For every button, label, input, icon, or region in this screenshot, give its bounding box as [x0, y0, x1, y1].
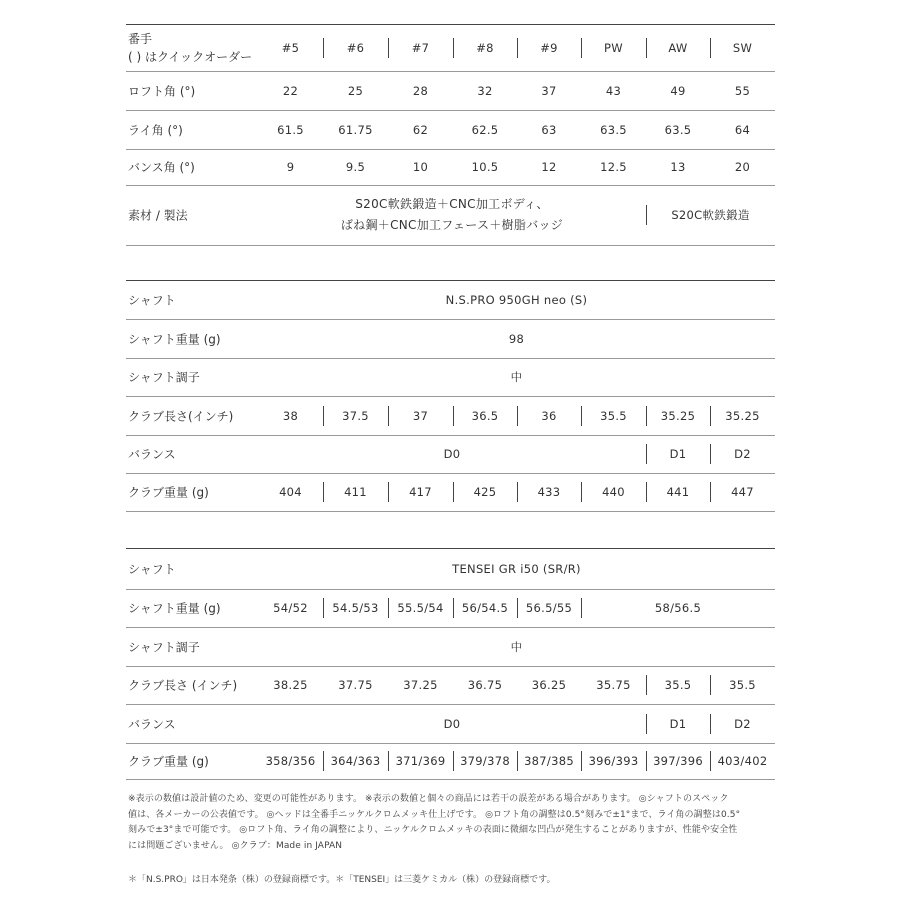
- shaft-flex-value: 中: [510, 370, 523, 384]
- cell: 37: [388, 396, 453, 435]
- cell: 64: [734, 122, 751, 137]
- shaft-weight-row: [126, 319, 775, 359]
- cell: 10.5: [471, 160, 499, 174]
- spec-table-tensei: [126, 548, 775, 779]
- header-label: 番手 ( ) はクイックオーダー: [128, 32, 253, 64]
- cell: 425: [453, 473, 517, 511]
- cell: 12.5: [600, 160, 627, 174]
- cell: 35.5: [710, 666, 775, 704]
- loft-label: ロフト角 (°): [128, 84, 196, 98]
- shaft-flex-label: シャフト調子: [128, 640, 200, 654]
- cell: 403/402: [710, 743, 775, 779]
- cell: 63.5: [664, 122, 692, 137]
- spec-notes: [128, 792, 778, 854]
- cell: 38: [282, 408, 299, 423]
- shaft-label: シャフト: [128, 562, 176, 577]
- cell: 9: [286, 160, 295, 174]
- cell: 36.5: [453, 396, 517, 435]
- col-9: #9: [517, 25, 581, 71]
- cell: 417: [388, 473, 453, 511]
- lie-row: [126, 110, 775, 150]
- cell: 387/385: [517, 743, 581, 779]
- cell: 32: [477, 83, 493, 98]
- weight-label: クラブ重量 (g): [128, 485, 209, 500]
- shaft-row: [126, 549, 775, 590]
- spec-table-head: [126, 24, 775, 245]
- cell: 35.75: [596, 678, 631, 692]
- cell: 63.5: [600, 122, 627, 137]
- cell: 54.5/53: [323, 589, 388, 627]
- cell: 20: [734, 160, 751, 174]
- material-main: S20C軟鉄鍛造＋CNC加工ボディ、 ばね鋼＋CNC加工フェース＋樹脂バッジ: [340, 197, 564, 232]
- length-label: クラブ長さ (インチ): [128, 678, 238, 693]
- cell: 411: [323, 473, 388, 511]
- shaft-row: [126, 281, 775, 320]
- material-row: [126, 185, 775, 246]
- cell: 440: [581, 473, 646, 511]
- cell: 25: [347, 83, 364, 98]
- shaft-weight-row: [126, 589, 775, 628]
- bounce-row: [126, 149, 775, 186]
- spec-table-ns-pro: [126, 280, 775, 511]
- weight-label: クラブ重量 (g): [128, 754, 209, 769]
- cell: 36.25: [531, 678, 567, 692]
- cell: 9.5: [345, 160, 366, 174]
- cell: 35.25: [710, 396, 775, 435]
- lie-label: ライ角 (°): [128, 123, 183, 137]
- weight-row: [126, 473, 775, 512]
- cell: 58/56.5: [581, 589, 775, 627]
- balance-main: D0: [443, 716, 461, 731]
- balance-sw: D2: [710, 704, 775, 743]
- cell: 22: [282, 83, 299, 98]
- note-line: ※表示の数値は設計値のため、変更の可能性があります。 ※表示の数値と個々の商品には若干の誤差がある場合があります。 ◎シャフトのスペック: [128, 794, 729, 804]
- cell: 13: [670, 160, 686, 174]
- col-8: #8: [453, 25, 517, 71]
- cell: 63: [541, 122, 557, 137]
- col-5: #5: [281, 41, 300, 55]
- col-sw: SW: [710, 25, 775, 71]
- balance-row: [126, 435, 775, 474]
- cell: 358/356: [265, 754, 316, 768]
- material-sw: S20C軟鉄鍛造: [646, 185, 775, 245]
- cell: 56/54.5: [453, 589, 517, 627]
- cell: 10: [412, 160, 429, 174]
- balance-aw: D1: [646, 704, 710, 743]
- cell: 35.5: [646, 666, 710, 704]
- cell: 62: [412, 122, 429, 137]
- note-line: 刻みで±3°まで可能です。 ◎ロフト角、ライ角の調整により、ニッケルクロムメッキの表面に微細な凹凸が発生することがありますが、性能や安全性: [128, 825, 738, 835]
- cell: 433: [517, 473, 581, 511]
- cell: 364/363: [323, 743, 388, 779]
- shaft-flex-label: シャフト調子: [128, 370, 200, 385]
- length-row: [126, 666, 775, 705]
- shaft-label: シャフト: [128, 293, 176, 308]
- shaft-flex-row: [126, 627, 775, 667]
- balance-sw: D2: [710, 435, 775, 473]
- cell: 397/396: [646, 743, 710, 779]
- cell: 38.25: [273, 678, 308, 692]
- cell: 441: [646, 473, 710, 511]
- shaft-weight-label: シャフト重量 (g): [128, 332, 221, 346]
- shaft-weight-value: 98: [508, 331, 525, 346]
- note-line: 値は、各メーカーの公表値です。 ◎ヘッドは全番手ニッケルクロムメッキ仕上げです。 ◎ロフト角の調整は0.5°刻みで±1°まで、ライ角の調整は0.5°: [128, 809, 741, 820]
- cell: 55.5/54: [388, 589, 453, 627]
- cell: 62.5: [471, 122, 499, 137]
- shaft-value: TENSEI GR i50 (SR/R): [452, 562, 581, 576]
- cell: 35.5: [581, 396, 646, 435]
- col-aw: AW: [646, 25, 710, 71]
- cell: 61.5: [277, 122, 304, 137]
- cell: 35.25: [646, 396, 710, 435]
- shaft-flex-row: [126, 358, 775, 397]
- cell: 61.75: [338, 122, 373, 137]
- cell: 379/378: [453, 743, 517, 779]
- col-6: #6: [323, 25, 388, 71]
- shaft-weight-label: シャフト重量 (g): [128, 601, 221, 616]
- header-row: [126, 25, 775, 72]
- weight-row: [126, 743, 775, 780]
- material-label: 素材 / 製法: [128, 208, 188, 223]
- cell: 43: [605, 83, 622, 98]
- cell: 447: [710, 473, 775, 511]
- cell: 56.5/55: [517, 589, 581, 627]
- cell: 404: [279, 485, 302, 499]
- col-pw: PW: [581, 25, 646, 71]
- balance-label: バランス: [128, 717, 176, 731]
- cell: 37.25: [403, 678, 438, 692]
- balance-label: バランス: [128, 447, 176, 462]
- cell: 37: [541, 83, 557, 98]
- shaft-flex-value: 中: [510, 639, 523, 654]
- bounce-label: バンス角 (°): [128, 160, 195, 175]
- col-7: #7: [388, 25, 453, 71]
- cell: 28: [412, 83, 429, 98]
- cell: 37.5: [323, 396, 388, 435]
- cell: 12: [541, 160, 557, 174]
- note-line: には問題ございません。 ◎クラブ：Made in JAPAN: [128, 840, 343, 851]
- balance-main: D0: [443, 447, 461, 461]
- balance-aw: D1: [646, 435, 710, 473]
- cell: 54/52: [273, 601, 308, 615]
- loft-row: [126, 71, 775, 111]
- cell: 36: [517, 396, 581, 435]
- length-row: [126, 396, 775, 436]
- cell: 37.75: [338, 678, 373, 692]
- balance-row: [126, 704, 775, 744]
- length-label: クラブ長さ(インチ): [128, 409, 234, 423]
- cell: 49: [670, 83, 686, 98]
- shaft-value: N.S.PRO 950GH neo (S): [445, 293, 588, 307]
- cell: 55: [734, 83, 751, 98]
- cell: 371/369: [388, 743, 453, 779]
- trademark-note: ＊「N.S.PRO」は日本発条（株）の登録商標です。＊「TENSEI」は三菱ケミカル（株）の登録商標です。: [128, 875, 556, 885]
- cell: 396/393: [581, 743, 646, 779]
- cell: 36.75: [467, 678, 503, 692]
